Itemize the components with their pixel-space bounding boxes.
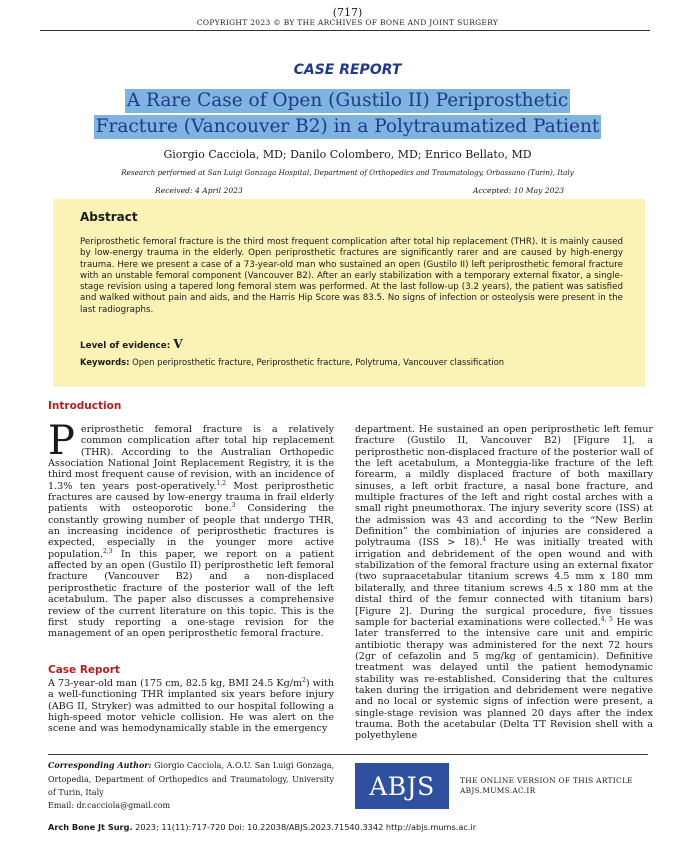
keywords-text: Open periprosthetic fracture, Periprosthetic fracture, Polytruma, Vancouver classification bbox=[132, 357, 505, 367]
citation: 4 bbox=[482, 536, 487, 544]
online-url[interactable]: ABJS.MUMS.AC.IR bbox=[460, 786, 536, 795]
received-date: Received: 4 April 2023 bbox=[155, 186, 243, 195]
corresponding-text: Giorgio Cacciola, A.O.U. San Luigi Gonzaga, Ortopedia, Department of Orthopedics and Traumatology, University of Turin, Italy bbox=[48, 761, 335, 798]
corresponding-author bbox=[48, 759, 334, 800]
intro-part: Most periprosthetic fractures are caused by low-energy trauma in frail elderly patients with osteoporotic bone. bbox=[48, 480, 334, 515]
right-part: He was initially treated with irrigation and debridement of the open wound and with stabilization of the femoral fracture using an external fixator (two supraacetabular titanium screws 4.5 mm x 180 mm bilaterally, and three titanium screws 4.5 x 180 mm at the distal third of the femur connected with titanium bars) [Figure 2]. During the surgical procedure, five tissues sample for bacterial examinations were collected. bbox=[355, 537, 653, 628]
citation: 2,3 bbox=[102, 547, 113, 555]
introduction-text bbox=[48, 418, 334, 640]
footer-citation bbox=[48, 822, 648, 832]
case-report-text bbox=[48, 678, 334, 735]
copyright-line: COPYRIGHT 2023 © BY THE ARCHIVES OF BONE AND JOINT SURGERY bbox=[196, 18, 499, 27]
authors: Giorgio Cacciola, MD; Danilo Colombero, MD; Enrico Bellato, MD bbox=[163, 148, 532, 161]
page-number: (717) bbox=[332, 6, 363, 19]
online-version-note bbox=[460, 776, 633, 796]
abjs-logo: ABJS bbox=[355, 763, 449, 809]
footnote-rule bbox=[48, 754, 648, 755]
right-part: He was later transferred to the intensive care unit and empiric antibiotic therapy was administered for the next 72 hours (2gr of cefazolin and 5 mg/kg of gentamicin). Definitive treatment was delayed until the patient hemodynamic stability was re-established. Considering that the cultures taken during the irrigation and debridement were negative and no local or systemic signs of infection were present, a single-stage revision was planned 20 days after the index trauma. Both the acetabular (Delta TT Revision shell with a polyethylene bbox=[355, 616, 653, 742]
header-rule bbox=[40, 30, 650, 31]
citation: 4, 5 bbox=[600, 615, 613, 623]
case-part: ) with a well-functioning THR implanted six years before injury (ABG II, Stryker) was admitted to our hospital following a high-speed motor vehicle collision. He was alert on the scene and was hemodynamically stable in the emergency bbox=[48, 678, 334, 735]
level-of-evidence bbox=[80, 337, 183, 351]
keywords-label: Keywords: bbox=[80, 357, 130, 367]
abstract-text: Periprosthetic femoral fracture is the third most frequent complication after total hip replacement (THR). It is mainly caused by low-energy trauma in the elderly. Open periprosthetic fractures are significantly rarer and are caused by high-energy trauma. Here we present a case of a 73-year-old man who sustained an open (Gustilo II) left periprosthetic femoral fracture with an unstable femoral component (Vancouver B2). After an early stabilization with a temporary external fixator, a single-stage revision using a tapered long femoral stem was performed. At the last follow-up (3.2 years), the patient was satisfied and walked without pain and aids, and the Harris Hip Score was 83.5. No signs of infection or osteolysis were present in the last radiographs. bbox=[80, 237, 623, 315]
keywords bbox=[80, 357, 640, 367]
corresponding-label: Corresponding Author: bbox=[48, 760, 152, 770]
case-part: A 73-year-old man (175 cm, 82.5 kg, BMI 24.5 Kg/m bbox=[48, 678, 303, 689]
affiliation: Research performed at San Luigi Gonzaga Hospital, Department of Orthopedics and Traumatology, Orbassano (Turin), Italy bbox=[121, 168, 574, 177]
right-part: department. He sustained an open periprosthetic left femur fracture (Gustilo II, Vancouver B2) [Figure 1], a periprosthetic non-displaced fracture of the posterior wall of the left acetabulum, a Monteggia-like fracture of the left forearm, a mildly displaced fracture of both maxillary sinuses, a left orbit fracture, a nasal bone fracture, and multiple fractures of the left and right costal arches with a small right pneumothorax. The injury severity score (ISS) at the admission was 43 and according to the “New Berlin Definition” the combiniation of injuries are considered a polytrauma (ISS > 18). bbox=[355, 424, 653, 549]
right-column-text bbox=[355, 424, 653, 742]
intro-part: eriprosthetic femoral fracture is a relatively common complication after total hip replacement (THR). According to the Australian Orthopedic Association National Joint Replacement Registry, it is the third most frequent cause of revision, with an incidence of 1.3% ten years post-operatively. bbox=[48, 424, 334, 492]
superscript: 2 bbox=[302, 676, 306, 684]
journal-name: Arch Bone Jt Surg. bbox=[48, 822, 133, 832]
case-report-heading: Case Report bbox=[48, 664, 120, 676]
intro-part: Considering the constantly growing number of people that undergo THR, an increasing incidence of periprosthetic fractures is expected, especially in the younger more active population. bbox=[48, 503, 334, 560]
citation-text: 2023; 11(11):717-720 Doi: 10.22038/ABJS.2023.71540.3342 http://abjs.mums.ac.ir bbox=[132, 822, 477, 832]
intro-part: In this paper, we report on a patient affected by an open (Gustilo II) periprosthetic left femoral fracture (Vancouver B2) and a non-displaced periprosthetic fracture of the posterior wall of the left acetabulum. The paper also discusses a comprehensive review of the current literature on this topic. This is the first study reporting a one-stage revision for the management of an open periprosthetic femoral fracture. bbox=[48, 548, 334, 640]
article-title bbox=[0, 89, 695, 141]
level-value: V bbox=[173, 337, 183, 351]
citation: 1,2 bbox=[216, 479, 227, 487]
article-type-label: CASE REPORT bbox=[293, 62, 402, 78]
online-line-1: THE ONLINE VERSION OF THIS ARTICLE bbox=[460, 776, 633, 785]
abstract-heading: Abstract bbox=[80, 210, 138, 224]
level-label: Level of evidence: bbox=[80, 341, 171, 351]
author-email[interactable]: Email: dr.cacciola@gmail.com bbox=[48, 801, 171, 810]
title-line-2: Fracture (Vancouver B2) in a Polytraumatized Patient bbox=[95, 116, 600, 137]
citation: 3 bbox=[231, 502, 236, 510]
title-line-1: A Rare Case of Open (Gustilo II) Periprosthetic bbox=[126, 90, 569, 111]
introduction-heading: Introduction bbox=[48, 400, 122, 412]
accepted-date: Accepted: 10 May 2023 bbox=[473, 186, 565, 195]
drop-cap: P bbox=[48, 418, 75, 464]
